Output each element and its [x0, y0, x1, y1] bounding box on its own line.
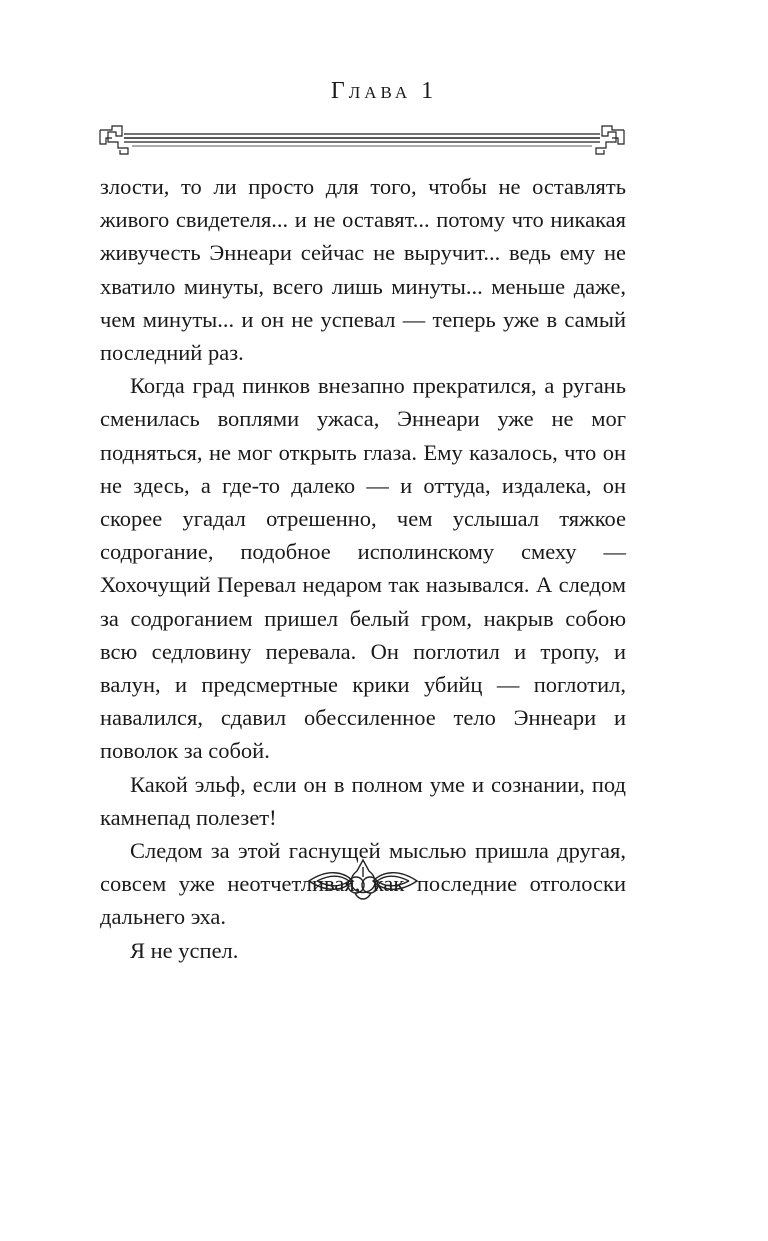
paragraph-2: Когда град пинков внезапно прекратился, а ругань сменилась воплями ужаса, Эннеари уже не мог подняться, не мог открыть глаза. Ему казалось, что он не здесь, а где-то далеко — и оттуда, издалека, он скорее угадал отрешенно, чем услышал тяжкое содрогание, подобное исполинскому смеху — Хохочущий Перевал недаром так назывался. А следом за содроганием пришел белый гром, накрыв собою всю седловину перевала. Он поглотил и тропу, и валун, и предсмертные крики убийц — поглотил, навалился, сдавил обессиленное тело Эннеари и поволок за собой. [100, 373, 626, 764]
chapter-word: Глава [330, 78, 412, 104]
paragraph-5: Я не успел. [130, 937, 239, 963]
celtic-knot-ornament [307, 857, 419, 903]
chapter-number: 1 [421, 78, 438, 104]
chapter-heading [0, 78, 768, 105]
meander-border-ornament [98, 122, 626, 156]
paragraph-3: Какой эльф, если он в полном уме и сознании, под камнепад полезет! [100, 771, 626, 830]
paragraph-4: Следом за этой гаснущей мыслью пришла другая, совсем уже неотчетливая, как последние отголоски дальнего эха. [100, 838, 626, 930]
body-text [100, 170, 626, 967]
paragraph-1: злости, то ли просто для того, чтобы не оставлять живого свидетеля... и не оставят... потому что никакая живучесть Эннеари сейчас не выручит... ведь ему не хватило минуты, всего лишь минуты... меньше даже, чем минуты... и он не успевал — теперь уже в самый последний раз. [100, 174, 626, 366]
